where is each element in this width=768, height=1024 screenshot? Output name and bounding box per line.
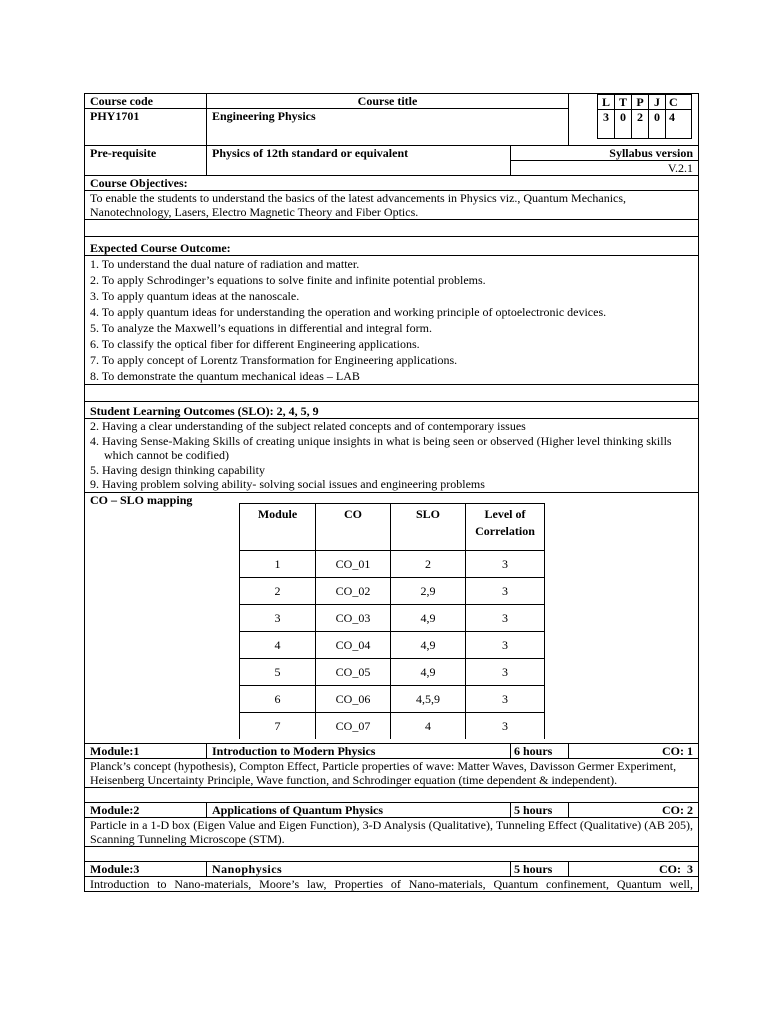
course-code-label: Course code bbox=[85, 94, 207, 109]
ltpjc-label-t: T bbox=[615, 95, 632, 110]
module-2-title: Applications of Quantum Physics bbox=[207, 802, 511, 817]
mapping-cell: 6 bbox=[240, 685, 316, 712]
mapping-table bbox=[239, 503, 545, 739]
syllabus-version-value: V.2.1 bbox=[511, 161, 699, 176]
outcome-item: 4. To apply quantum ideas for understanding the operation and working principle of optoelectronic devices. bbox=[90, 305, 607, 319]
outcome-item: 8. To demonstrate the quantum mechanical ideas – LAB bbox=[90, 369, 360, 383]
mapping-cell: 3 bbox=[466, 631, 545, 658]
outcome-item: 2. To apply Schrodinger’s equations to solve finite and infinite potential problems. bbox=[90, 273, 486, 287]
mapping-cell: CO_07 bbox=[316, 712, 391, 739]
mapping-cell: 4,5,9 bbox=[391, 685, 466, 712]
mapping-cell: 2,9 bbox=[391, 577, 466, 604]
mapping-cell: 4 bbox=[391, 712, 466, 739]
slo-item: 4. Having Sense-Making Skills of creating unique insights in what is being seen or observed (Higher level thinking skills which cannot be codified) bbox=[90, 433, 672, 462]
mapping-header-module: Module bbox=[240, 503, 316, 550]
mapping-cell: CO_06 bbox=[316, 685, 391, 712]
mapping-cell: CO_02 bbox=[316, 577, 391, 604]
outcomes-list bbox=[90, 256, 693, 384]
mapping-cell: 3 bbox=[466, 550, 545, 577]
course-title-value: Engineering Physics bbox=[207, 109, 569, 146]
mapping-cell: CO_05 bbox=[316, 658, 391, 685]
mapping-header-slo: SLO bbox=[391, 503, 466, 550]
spacer-row bbox=[85, 385, 699, 402]
mapping-row bbox=[240, 631, 545, 658]
outcomes-title: Expected Course Outcome: bbox=[85, 237, 699, 256]
outcome-item: 1. To understand the dual nature of radiation and matter. bbox=[90, 257, 360, 271]
slo-list-cell bbox=[85, 419, 699, 493]
ltpjc-cell bbox=[569, 94, 699, 146]
module-1-hours: 6 hours bbox=[511, 743, 569, 758]
course-code-value: PHY1701 bbox=[85, 109, 207, 146]
mapping-row bbox=[240, 604, 545, 631]
spacer-row bbox=[85, 787, 699, 802]
syllabus-document bbox=[84, 93, 698, 892]
module-3-title: Nanophysics bbox=[207, 861, 511, 876]
module-3-hours: 5 hours bbox=[511, 861, 569, 876]
mapping-row bbox=[240, 577, 545, 604]
mapping-cell: 4,9 bbox=[391, 658, 466, 685]
prereq-value: Physics of 12th standard or equivalent bbox=[207, 146, 511, 176]
module-3-co: CO: 3 bbox=[569, 861, 699, 876]
slo-list bbox=[90, 419, 693, 492]
mapping-cell: 4,9 bbox=[391, 604, 466, 631]
spacer-row bbox=[85, 846, 699, 861]
module-3-label: Module:3 bbox=[85, 861, 207, 876]
slo-title: Student Learning Outcomes (SLO): 2, 4, 5, 9 bbox=[85, 402, 699, 419]
module-3-content: Introduction to Nano-materials, Moore’s law, Properties of Nano-materials, Quantum confinement, Quantum well, bbox=[85, 876, 699, 891]
slo-item: 9. Having problem solving ability- solving social issues and engineering problems bbox=[90, 477, 485, 491]
outcome-item: 7. To apply concept of Lorentz Transformation for Engineering applications. bbox=[90, 353, 458, 367]
mapping-cell: 2 bbox=[240, 577, 316, 604]
outcome-item: 6. To classify the optical fiber for different Engineering applications. bbox=[90, 337, 420, 351]
mapping-section bbox=[85, 492, 699, 743]
module-1-content: Planck’s concept (hypothesis), Compton Effect, Particle properties of wave: Matter Waves, Davisson Germer Experiment, Heisenberg Uncertainty Principle, Wave function, and Schrodinger equation (time dependent & independent). bbox=[85, 758, 699, 787]
outcomes-list-cell bbox=[85, 256, 699, 385]
course-title-label: Course title bbox=[207, 94, 569, 109]
ltpjc-value-j: 0 bbox=[649, 110, 666, 139]
ltpjc-value-c: 4 bbox=[666, 110, 692, 139]
module-2-co: CO: 2 bbox=[569, 802, 699, 817]
mapping-row bbox=[240, 712, 545, 739]
slo-item: 5. Having design thinking capability bbox=[90, 462, 265, 477]
spacer-row bbox=[85, 220, 699, 237]
mapping-cell: 3 bbox=[466, 577, 545, 604]
mapping-header-co: CO bbox=[316, 503, 391, 550]
mapping-cell: 7 bbox=[240, 712, 316, 739]
mapping-cell: CO_03 bbox=[316, 604, 391, 631]
ltpjc-label-l: L bbox=[598, 95, 615, 110]
outcome-item: 3. To apply quantum ideas at the nanoscale. bbox=[90, 289, 300, 303]
ltpjc-value-l: 3 bbox=[598, 110, 615, 139]
mapping-cell: 3 bbox=[466, 658, 545, 685]
syllabus-version-label: Syllabus version bbox=[511, 146, 699, 161]
outcome-item: 5. To analyze the Maxwell’s equations in differential and integral form. bbox=[90, 321, 432, 335]
slo-item: 2. Having a clear understanding of the subject related concepts and of contemporary issues bbox=[90, 419, 526, 433]
mapping-row bbox=[240, 658, 545, 685]
mapping-cell: 1 bbox=[240, 550, 316, 577]
ltpjc-value-t: 0 bbox=[615, 110, 632, 139]
mapping-title: CO – SLO mapping bbox=[90, 492, 193, 507]
module-2-label: Module:2 bbox=[85, 802, 207, 817]
ltpjc-table bbox=[597, 94, 692, 139]
ltpjc-value-p: 2 bbox=[632, 110, 649, 139]
ltpjc-label-c: C bbox=[666, 95, 692, 110]
mapping-cell: CO_01 bbox=[316, 550, 391, 577]
syllabus-table bbox=[84, 93, 699, 892]
mapping-cell: 3 bbox=[466, 604, 545, 631]
module-2-content: Particle in a 1-D box (Eigen Value and Eigen Function), 3-D Analysis (Qualitative), Tunneling Effect (Qualitative) (AB 205), Scanning Tunneling Microscope (STM). bbox=[85, 817, 699, 846]
mapping-cell: 4 bbox=[240, 631, 316, 658]
module-1-label: Module:1 bbox=[85, 743, 207, 758]
mapping-cell: 2 bbox=[391, 550, 466, 577]
module-1-title: Introduction to Modern Physics bbox=[207, 743, 511, 758]
module-1-co: CO: 1 bbox=[569, 743, 699, 758]
ltpjc-label-j: J bbox=[649, 95, 666, 110]
mapping-cell: 4,9 bbox=[391, 631, 466, 658]
mapping-cell: 5 bbox=[240, 658, 316, 685]
mapping-cell: 3 bbox=[466, 712, 545, 739]
mapping-cell: 3 bbox=[466, 685, 545, 712]
objectives-title: Course Objectives: bbox=[85, 176, 699, 191]
mapping-row bbox=[240, 685, 545, 712]
objectives-text: To enable the students to understand the basics of the latest advancements in Physics viz., Quantum Mechanics, Nanotechnology, Lasers, Electro Magnetic Theory and Fiber Optics. bbox=[85, 191, 699, 220]
mapping-row bbox=[240, 550, 545, 577]
ltpjc-label-p: P bbox=[632, 95, 649, 110]
mapping-cell: 3 bbox=[240, 604, 316, 631]
mapping-header-correlation: Level of Correlation bbox=[466, 503, 545, 550]
mapping-cell: CO_04 bbox=[316, 631, 391, 658]
module-2-hours: 5 hours bbox=[511, 802, 569, 817]
prereq-label: Pre-requisite bbox=[85, 146, 207, 176]
